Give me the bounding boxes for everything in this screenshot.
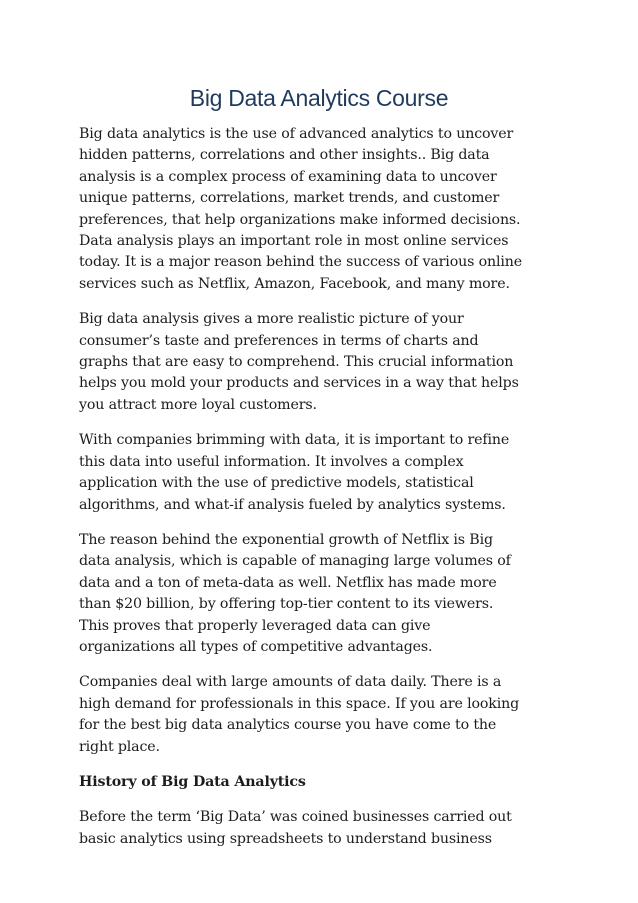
text-line: for the best big data analytics course you have come to the — [79, 717, 497, 734]
text-line: helps you mold your products and services in a way that helps — [79, 375, 519, 392]
text-line: data and a ton of meta-data as well. Netflix has made more — [79, 574, 497, 591]
text-line: right place. — [79, 738, 160, 755]
text-line: Big data analytics is the use of advanced analytics to uncover — [79, 126, 514, 142]
text-line: Data analysis plays an important role in most online services — [79, 233, 509, 250]
text-line: high demand for professionals in this space. If you are looking — [79, 695, 519, 712]
paragraph-refine-data — [79, 430, 569, 516]
text-line: data analysis, which is capable of managing large volumes of — [79, 553, 511, 570]
text-line: Before the term ‘Big Data’ was coined businesses carried out — [79, 809, 512, 826]
text-line: services such as Netflix, Amazon, Facebook, and many more. — [79, 275, 510, 292]
text-line: organizations all types of competitive advantages. — [79, 638, 433, 655]
text-line: today. It is a major reason behind the success of various online — [79, 254, 522, 271]
text-line: application with the use of predictive models, statistical — [79, 475, 474, 492]
text-line: Companies deal with large amounts of data daily. There is a — [79, 674, 502, 691]
section-heading-history: History of Big Data Analytics — [79, 773, 306, 790]
text-line: you attract more loyal customers. — [79, 396, 317, 413]
text-line: algorithms, and what-if analysis fueled by analytics systems. — [79, 496, 506, 513]
paragraph-consumer-insight — [79, 309, 569, 416]
text-line: With companies brimming with data, it is important to refine — [79, 432, 510, 449]
text-line: basic analytics using spreadsheets to understand business — [79, 830, 492, 847]
text-line: graphs that are easy to comprehend. This crucial information — [79, 354, 514, 371]
text-line: The reason behind the exponential growth of Netflix is Big — [79, 531, 493, 548]
paragraph-netflix — [79, 530, 569, 658]
text-line: preferences, that help organizations make informed decisions. — [79, 211, 521, 228]
text-line: than $20 billion, by offering top-tier content to its viewers. — [79, 596, 494, 613]
paragraph-demand — [79, 672, 569, 758]
text-line: consumer’s taste and preferences in terms of charts and — [79, 332, 479, 349]
paragraph-history — [79, 807, 569, 850]
text-line: this data into useful information. It involves a complex — [79, 453, 464, 470]
text-line: unique patterns, correlations, market trends, and customer — [79, 190, 500, 207]
text-line: hidden patterns, correlations and other insights.. Big data — [79, 147, 490, 164]
document-body — [79, 124, 569, 864]
text-line: analysis is a complex process of examining data to uncover — [79, 168, 497, 185]
text-line: Big data analysis gives a more realistic picture of your — [79, 311, 464, 328]
text-line: This proves that properly leveraged data can give — [79, 617, 431, 634]
paragraph-intro — [79, 124, 569, 295]
page-title: Big Data Analytics Course — [189, 85, 449, 111]
